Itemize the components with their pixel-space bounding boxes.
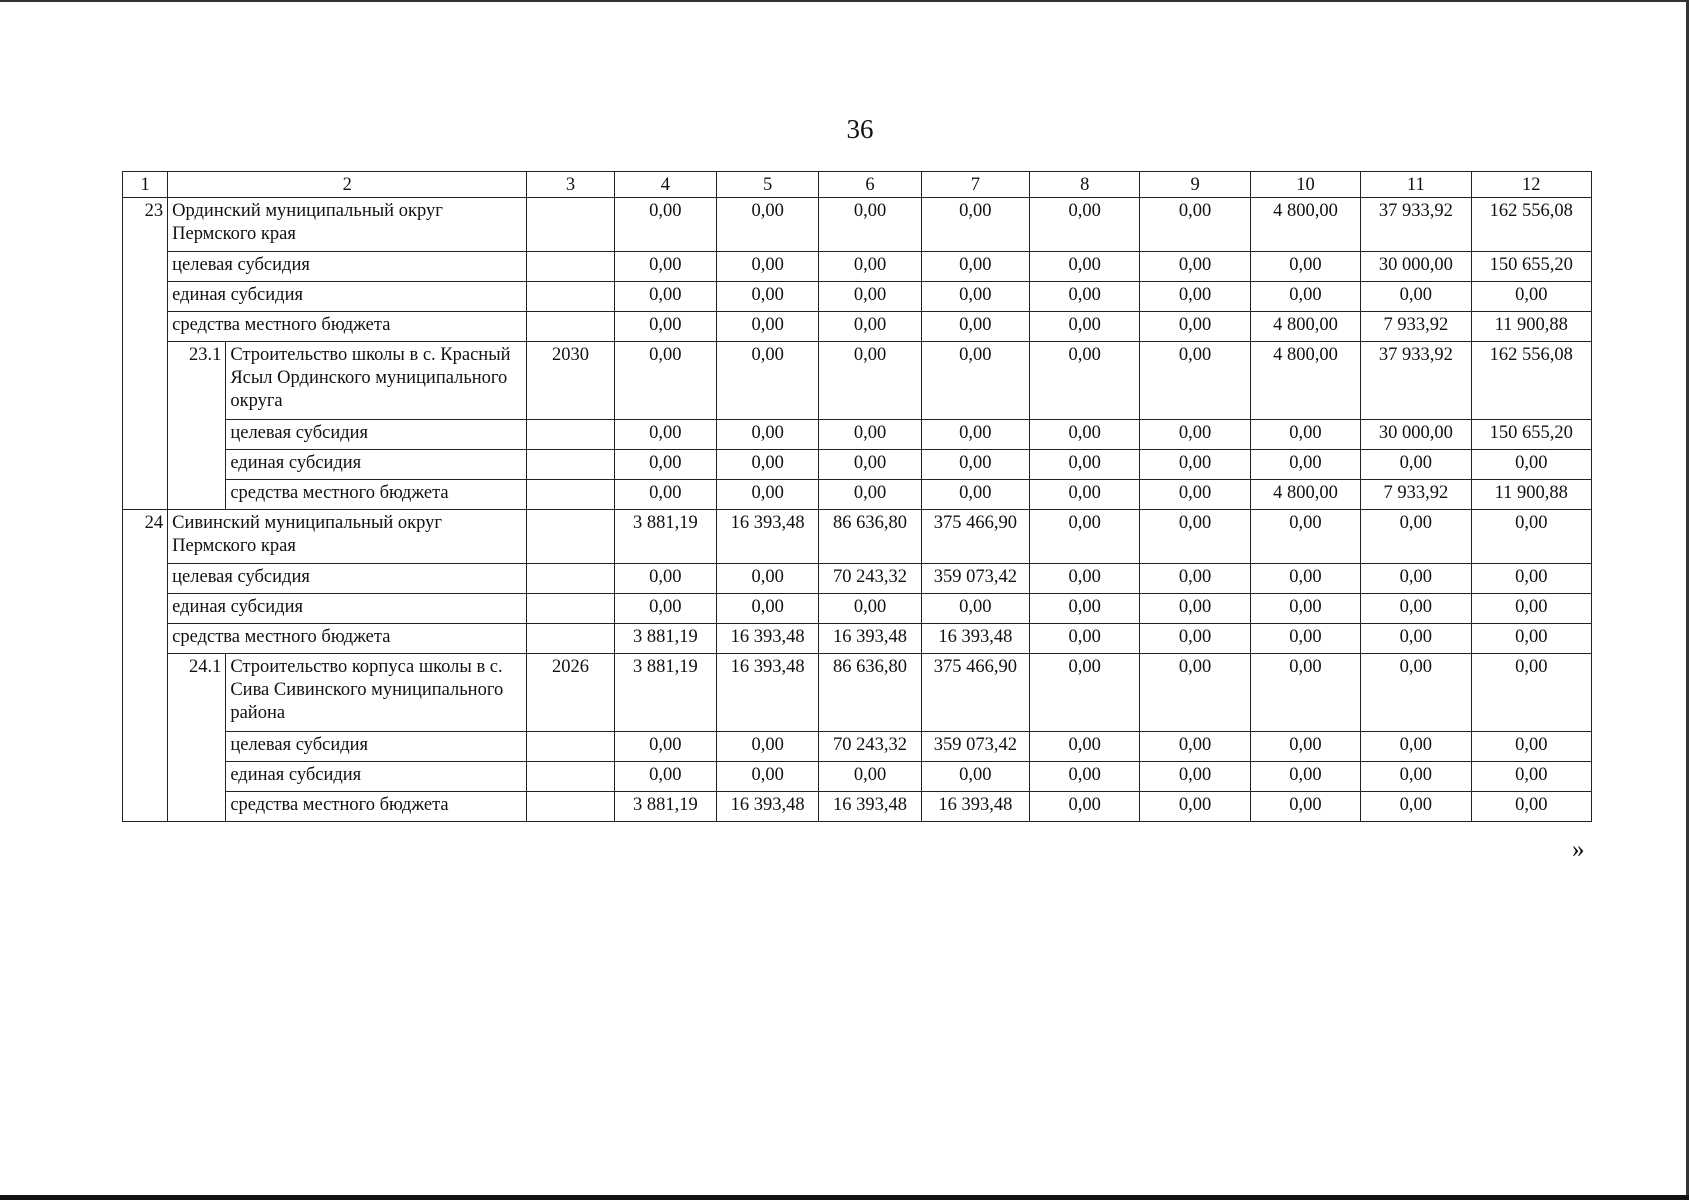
value-cell: 0,00 (819, 312, 921, 342)
value-cell: 0,00 (1471, 654, 1591, 732)
value-cell: 162 556,08 (1471, 198, 1591, 252)
year-cell (527, 510, 614, 564)
value-cell: 0,00 (819, 762, 921, 792)
value-cell: 0,00 (921, 342, 1029, 420)
year-cell (527, 450, 614, 480)
funding-source-row (123, 594, 1592, 624)
value-cell: 30 000,00 (1361, 252, 1471, 282)
value-cell: 0,00 (1250, 792, 1360, 822)
value-cell: 0,00 (1471, 624, 1591, 654)
column-number: 11 (1361, 172, 1471, 198)
value-cell: 375 466,90 (921, 654, 1029, 732)
value-cell: 0,00 (1140, 732, 1250, 762)
value-cell: 0,00 (614, 312, 716, 342)
value-cell: 0,00 (1471, 564, 1591, 594)
value-cell: 0,00 (614, 762, 716, 792)
year-cell (527, 732, 614, 762)
value-cell: 0,00 (1250, 732, 1360, 762)
value-cell: 0,00 (1471, 792, 1591, 822)
value-cell: 0,00 (819, 480, 921, 510)
value-cell: 0,00 (716, 732, 818, 762)
row-number: 24 (123, 510, 168, 822)
funding-source-row (123, 480, 1592, 510)
value-cell: 0,00 (614, 420, 716, 450)
year-cell (527, 312, 614, 342)
project-row (123, 654, 1592, 732)
value-cell: 16 393,48 (716, 510, 818, 564)
funding-source-label: средства местного бюджета (226, 480, 527, 510)
funding-source-label: средства местного бюджета (226, 792, 527, 822)
value-cell: 4 800,00 (1250, 198, 1360, 252)
value-cell: 0,00 (1471, 510, 1591, 564)
value-cell: 0,00 (1140, 792, 1250, 822)
value-cell: 0,00 (921, 198, 1029, 252)
value-cell: 0,00 (716, 450, 818, 480)
value-cell: 0,00 (1030, 762, 1140, 792)
project-year: 2026 (527, 654, 614, 732)
year-cell (527, 282, 614, 312)
column-number: 6 (819, 172, 921, 198)
funding-source-label: целевая субсидия (168, 252, 527, 282)
year-cell (527, 594, 614, 624)
value-cell: 16 393,48 (921, 624, 1029, 654)
value-cell: 0,00 (1140, 762, 1250, 792)
value-cell: 3 881,19 (614, 624, 716, 654)
value-cell: 3 881,19 (614, 654, 716, 732)
year-cell (527, 762, 614, 792)
funding-source-row (123, 312, 1592, 342)
value-cell: 0,00 (921, 312, 1029, 342)
value-cell: 0,00 (1030, 654, 1140, 732)
table-body (123, 172, 1592, 822)
value-cell: 0,00 (1471, 282, 1591, 312)
funding-source-label: средства местного бюджета (168, 624, 527, 654)
value-cell: 0,00 (1361, 654, 1471, 732)
value-cell: 0,00 (1250, 594, 1360, 624)
value-cell: 0,00 (614, 732, 716, 762)
value-cell: 70 243,32 (819, 732, 921, 762)
funding-source-row (123, 282, 1592, 312)
value-cell: 70 243,32 (819, 564, 921, 594)
value-cell: 0,00 (1250, 510, 1360, 564)
value-cell: 3 881,19 (614, 792, 716, 822)
value-cell: 0,00 (1361, 792, 1471, 822)
value-cell: 0,00 (716, 420, 818, 450)
value-cell: 0,00 (1140, 654, 1250, 732)
value-cell: 359 073,42 (921, 732, 1029, 762)
funding-source-row (123, 762, 1592, 792)
value-cell: 7 933,92 (1361, 312, 1471, 342)
value-cell: 0,00 (614, 564, 716, 594)
year-cell (527, 198, 614, 252)
column-number: 12 (1471, 172, 1591, 198)
value-cell: 0,00 (1250, 282, 1360, 312)
value-cell: 0,00 (1361, 762, 1471, 792)
value-cell: 0,00 (1140, 198, 1250, 252)
municipality-row (123, 510, 1592, 564)
row-number: 23 (123, 198, 168, 510)
funding-source-label: единая субсидия (226, 450, 527, 480)
value-cell: 11 900,88 (1471, 312, 1591, 342)
value-cell: 0,00 (1140, 594, 1250, 624)
value-cell: 0,00 (716, 480, 818, 510)
project-number: 24.1 (168, 654, 226, 822)
column-number: 8 (1030, 172, 1140, 198)
value-cell: 0,00 (1030, 198, 1140, 252)
value-cell: 0,00 (1140, 624, 1250, 654)
value-cell: 0,00 (614, 594, 716, 624)
funding-source-row (123, 792, 1592, 822)
value-cell: 0,00 (921, 420, 1029, 450)
funding-source-row (123, 420, 1592, 450)
value-cell: 0,00 (1030, 564, 1140, 594)
column-number: 1 (123, 172, 168, 198)
funding-source-label: средства местного бюджета (168, 312, 527, 342)
value-cell: 0,00 (1361, 450, 1471, 480)
funding-source-label: целевая субсидия (226, 732, 527, 762)
value-cell: 0,00 (1140, 282, 1250, 312)
scan-bottom-edge (0, 1195, 1689, 1200)
value-cell: 375 466,90 (921, 510, 1029, 564)
value-cell: 0,00 (819, 282, 921, 312)
continuation-mark: » (1572, 836, 1585, 863)
value-cell: 0,00 (1471, 732, 1591, 762)
value-cell: 0,00 (921, 480, 1029, 510)
column-number: 4 (614, 172, 716, 198)
value-cell: 0,00 (1361, 624, 1471, 654)
value-cell: 150 655,20 (1471, 420, 1591, 450)
column-number: 2 (168, 172, 527, 198)
year-cell (527, 420, 614, 450)
value-cell: 0,00 (1030, 252, 1140, 282)
value-cell: 0,00 (716, 312, 818, 342)
column-number: 9 (1140, 172, 1250, 198)
value-cell: 0,00 (614, 450, 716, 480)
value-cell: 0,00 (614, 282, 716, 312)
value-cell: 0,00 (1140, 480, 1250, 510)
project-year: 2030 (527, 342, 614, 420)
value-cell: 0,00 (716, 342, 818, 420)
value-cell: 0,00 (819, 450, 921, 480)
column-number: 3 (527, 172, 614, 198)
value-cell: 86 636,80 (819, 510, 921, 564)
column-number: 10 (1250, 172, 1360, 198)
value-cell: 0,00 (1361, 594, 1471, 624)
value-cell: 37 933,92 (1361, 198, 1471, 252)
value-cell: 0,00 (716, 594, 818, 624)
value-cell: 0,00 (716, 762, 818, 792)
year-cell (527, 792, 614, 822)
funding-source-label: единая субсидия (168, 594, 527, 624)
value-cell: 0,00 (1361, 564, 1471, 594)
value-cell: 0,00 (1250, 762, 1360, 792)
value-cell: 0,00 (1361, 732, 1471, 762)
municipality-row (123, 198, 1592, 252)
value-cell: 4 800,00 (1250, 342, 1360, 420)
value-cell: 0,00 (1140, 564, 1250, 594)
funding-source-row (123, 732, 1592, 762)
value-cell: 4 800,00 (1250, 312, 1360, 342)
value-cell: 0,00 (1250, 654, 1360, 732)
value-cell: 0,00 (921, 252, 1029, 282)
value-cell: 7 933,92 (1361, 480, 1471, 510)
value-cell: 0,00 (819, 198, 921, 252)
value-cell: 0,00 (1030, 420, 1140, 450)
year-cell (527, 480, 614, 510)
year-cell (527, 564, 614, 594)
funding-source-row (123, 624, 1592, 654)
value-cell: 0,00 (716, 282, 818, 312)
page-number: 36 (846, 114, 874, 144)
funding-source-row (123, 252, 1592, 282)
value-cell: 0,00 (1471, 594, 1591, 624)
value-cell: 0,00 (614, 198, 716, 252)
project-name: Строительство школы в с. Красный Ясыл Ординского муниципального округа (226, 342, 527, 420)
value-cell: 0,00 (1140, 420, 1250, 450)
value-cell: 0,00 (1030, 624, 1140, 654)
column-number-row (123, 172, 1592, 198)
column-number: 7 (921, 172, 1029, 198)
value-cell: 0,00 (1140, 252, 1250, 282)
value-cell: 0,00 (1250, 252, 1360, 282)
value-cell: 0,00 (1250, 450, 1360, 480)
value-cell: 0,00 (1250, 564, 1360, 594)
funding-source-row (123, 450, 1592, 480)
value-cell: 0,00 (1030, 732, 1140, 762)
value-cell: 0,00 (614, 342, 716, 420)
value-cell: 0,00 (1030, 510, 1140, 564)
value-cell: 0,00 (1030, 342, 1140, 420)
value-cell: 0,00 (819, 342, 921, 420)
value-cell: 0,00 (1361, 282, 1471, 312)
municipality-name: Ординский муниципальный округ Пермского края (168, 198, 527, 252)
year-cell (527, 252, 614, 282)
value-cell: 16 393,48 (819, 792, 921, 822)
value-cell: 4 800,00 (1250, 480, 1360, 510)
value-cell: 150 655,20 (1471, 252, 1591, 282)
value-cell: 37 933,92 (1361, 342, 1471, 420)
value-cell: 0,00 (1361, 510, 1471, 564)
value-cell: 0,00 (1030, 480, 1140, 510)
value-cell: 0,00 (716, 198, 818, 252)
value-cell: 0,00 (819, 420, 921, 450)
value-cell: 0,00 (1030, 594, 1140, 624)
value-cell: 11 900,88 (1471, 480, 1591, 510)
municipality-name: Сивинский муниципальный округ Пермского края (168, 510, 527, 564)
scan-top-edge (0, 0, 1689, 2)
value-cell: 0,00 (1140, 342, 1250, 420)
value-cell: 0,00 (1140, 312, 1250, 342)
value-cell: 0,00 (1140, 510, 1250, 564)
value-cell: 162 556,08 (1471, 342, 1591, 420)
value-cell: 0,00 (921, 282, 1029, 312)
year-cell (527, 624, 614, 654)
funding-source-label: единая субсидия (226, 762, 527, 792)
budget-table (122, 171, 1592, 822)
value-cell: 0,00 (819, 252, 921, 282)
value-cell: 30 000,00 (1361, 420, 1471, 450)
value-cell: 0,00 (921, 762, 1029, 792)
funding-source-label: целевая субсидия (168, 564, 527, 594)
funding-source-label: единая субсидия (168, 282, 527, 312)
funding-source-row (123, 564, 1592, 594)
project-name: Строительство корпуса школы в с. Сива Сивинского муниципального района (226, 654, 527, 732)
value-cell: 16 393,48 (716, 792, 818, 822)
value-cell: 0,00 (1140, 450, 1250, 480)
value-cell: 0,00 (614, 252, 716, 282)
value-cell: 0,00 (1030, 282, 1140, 312)
value-cell: 0,00 (716, 564, 818, 594)
value-cell: 3 881,19 (614, 510, 716, 564)
column-number: 5 (716, 172, 818, 198)
project-number: 23.1 (168, 342, 226, 510)
value-cell: 0,00 (1030, 312, 1140, 342)
value-cell: 0,00 (716, 252, 818, 282)
value-cell: 0,00 (1030, 450, 1140, 480)
value-cell: 16 393,48 (819, 624, 921, 654)
value-cell: 359 073,42 (921, 564, 1029, 594)
value-cell: 16 393,48 (921, 792, 1029, 822)
value-cell: 86 636,80 (819, 654, 921, 732)
value-cell: 0,00 (614, 480, 716, 510)
value-cell: 0,00 (921, 594, 1029, 624)
value-cell: 0,00 (1471, 762, 1591, 792)
value-cell: 0,00 (1250, 624, 1360, 654)
funding-source-label: целевая субсидия (226, 420, 527, 450)
value-cell: 0,00 (921, 450, 1029, 480)
value-cell: 16 393,48 (716, 624, 818, 654)
value-cell: 0,00 (1250, 420, 1360, 450)
value-cell: 0,00 (1030, 792, 1140, 822)
value-cell: 0,00 (1471, 450, 1591, 480)
value-cell: 0,00 (819, 594, 921, 624)
project-row (123, 342, 1592, 420)
value-cell: 16 393,48 (716, 654, 818, 732)
